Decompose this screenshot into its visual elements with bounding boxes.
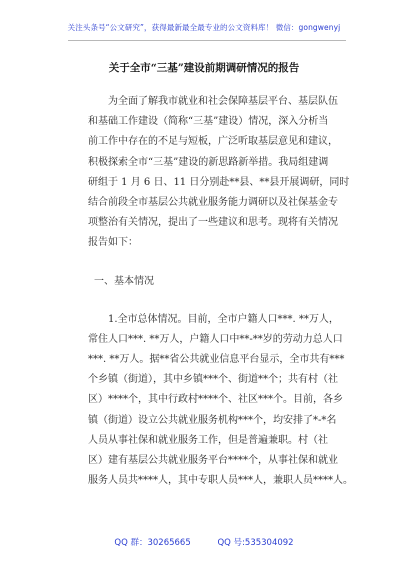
- section-line: 1.全市总体情况。目前，全市户籍人口***. **万人，: [108, 313, 339, 325]
- intro-line: 结合前段全市基层公共就业服务能力调研以及社保基金专: [88, 196, 338, 208]
- intro-line: 和基础工作建设（简称“三基”建设）情况，深入分析当: [88, 116, 329, 128]
- section-line: 服务人员共****人，其中专职人员***人，兼职人员****人。: [88, 475, 353, 487]
- section-line: 区）****个，其中行政村****个、社区***个。目前，各乡: [88, 394, 343, 406]
- section-line: 区）建有基层公共就业服务平台****个，从事社保和就业: [88, 455, 338, 466]
- section-line: ***. **万人。据**省公共就业信息平台显示，全市共有***: [88, 354, 345, 366]
- document-title: 关于全市“三基”建设前期调研情况的报告: [108, 62, 300, 74]
- intro-line: 为全面了解我市就业和社会保障基层平台、基层队伍: [108, 96, 338, 107]
- section-line: 常住人口***. **万人，户籍人口中**-**岁的劳动力总人口: [88, 333, 343, 345]
- header-note: 关注头条号“公文研究”，获得最新最全最专业的公文资料库！ 微信：gongwenyj: [67, 23, 341, 32]
- intro-line: 报告如下：: [88, 237, 138, 249]
- intro-line: 研组于 1 月 6 日、11 日分别赴**县、**县开展调研，同时: [88, 176, 350, 188]
- intro-line: 积极探索全市“三基”建设的新思路新举措。我局组建调: [88, 156, 329, 168]
- section-line: 个乡镇（街道），其中乡镇***个、街道**个；共有村（社: [88, 374, 338, 386]
- document-body: [88, 92, 353, 491]
- section-line: 镇（街道）设立公共就业服务机构***个，均安排了*-*名: [88, 414, 337, 426]
- section-paragraph: [88, 310, 353, 492]
- footer-qq-group: QQ 群：30265665: [114, 538, 191, 548]
- footer-contacts: [0, 536, 408, 548]
- footer-qq-number: QQ 号:535304092: [217, 538, 294, 548]
- intro-line: 前工作中存在的不足与短板，广泛听取基层意见和建议，: [88, 136, 338, 148]
- intro-line: 项整治有关情况，提出了一些建议和思考。现将有关情况: [88, 217, 338, 229]
- section-line: 人员从事社保和就业服务工作，但是普遍兼职。村（社: [88, 434, 328, 446]
- intro-paragraph: [88, 92, 350, 254]
- header-divider: [68, 40, 346, 41]
- section-heading: 一、基本情况: [94, 275, 154, 287]
